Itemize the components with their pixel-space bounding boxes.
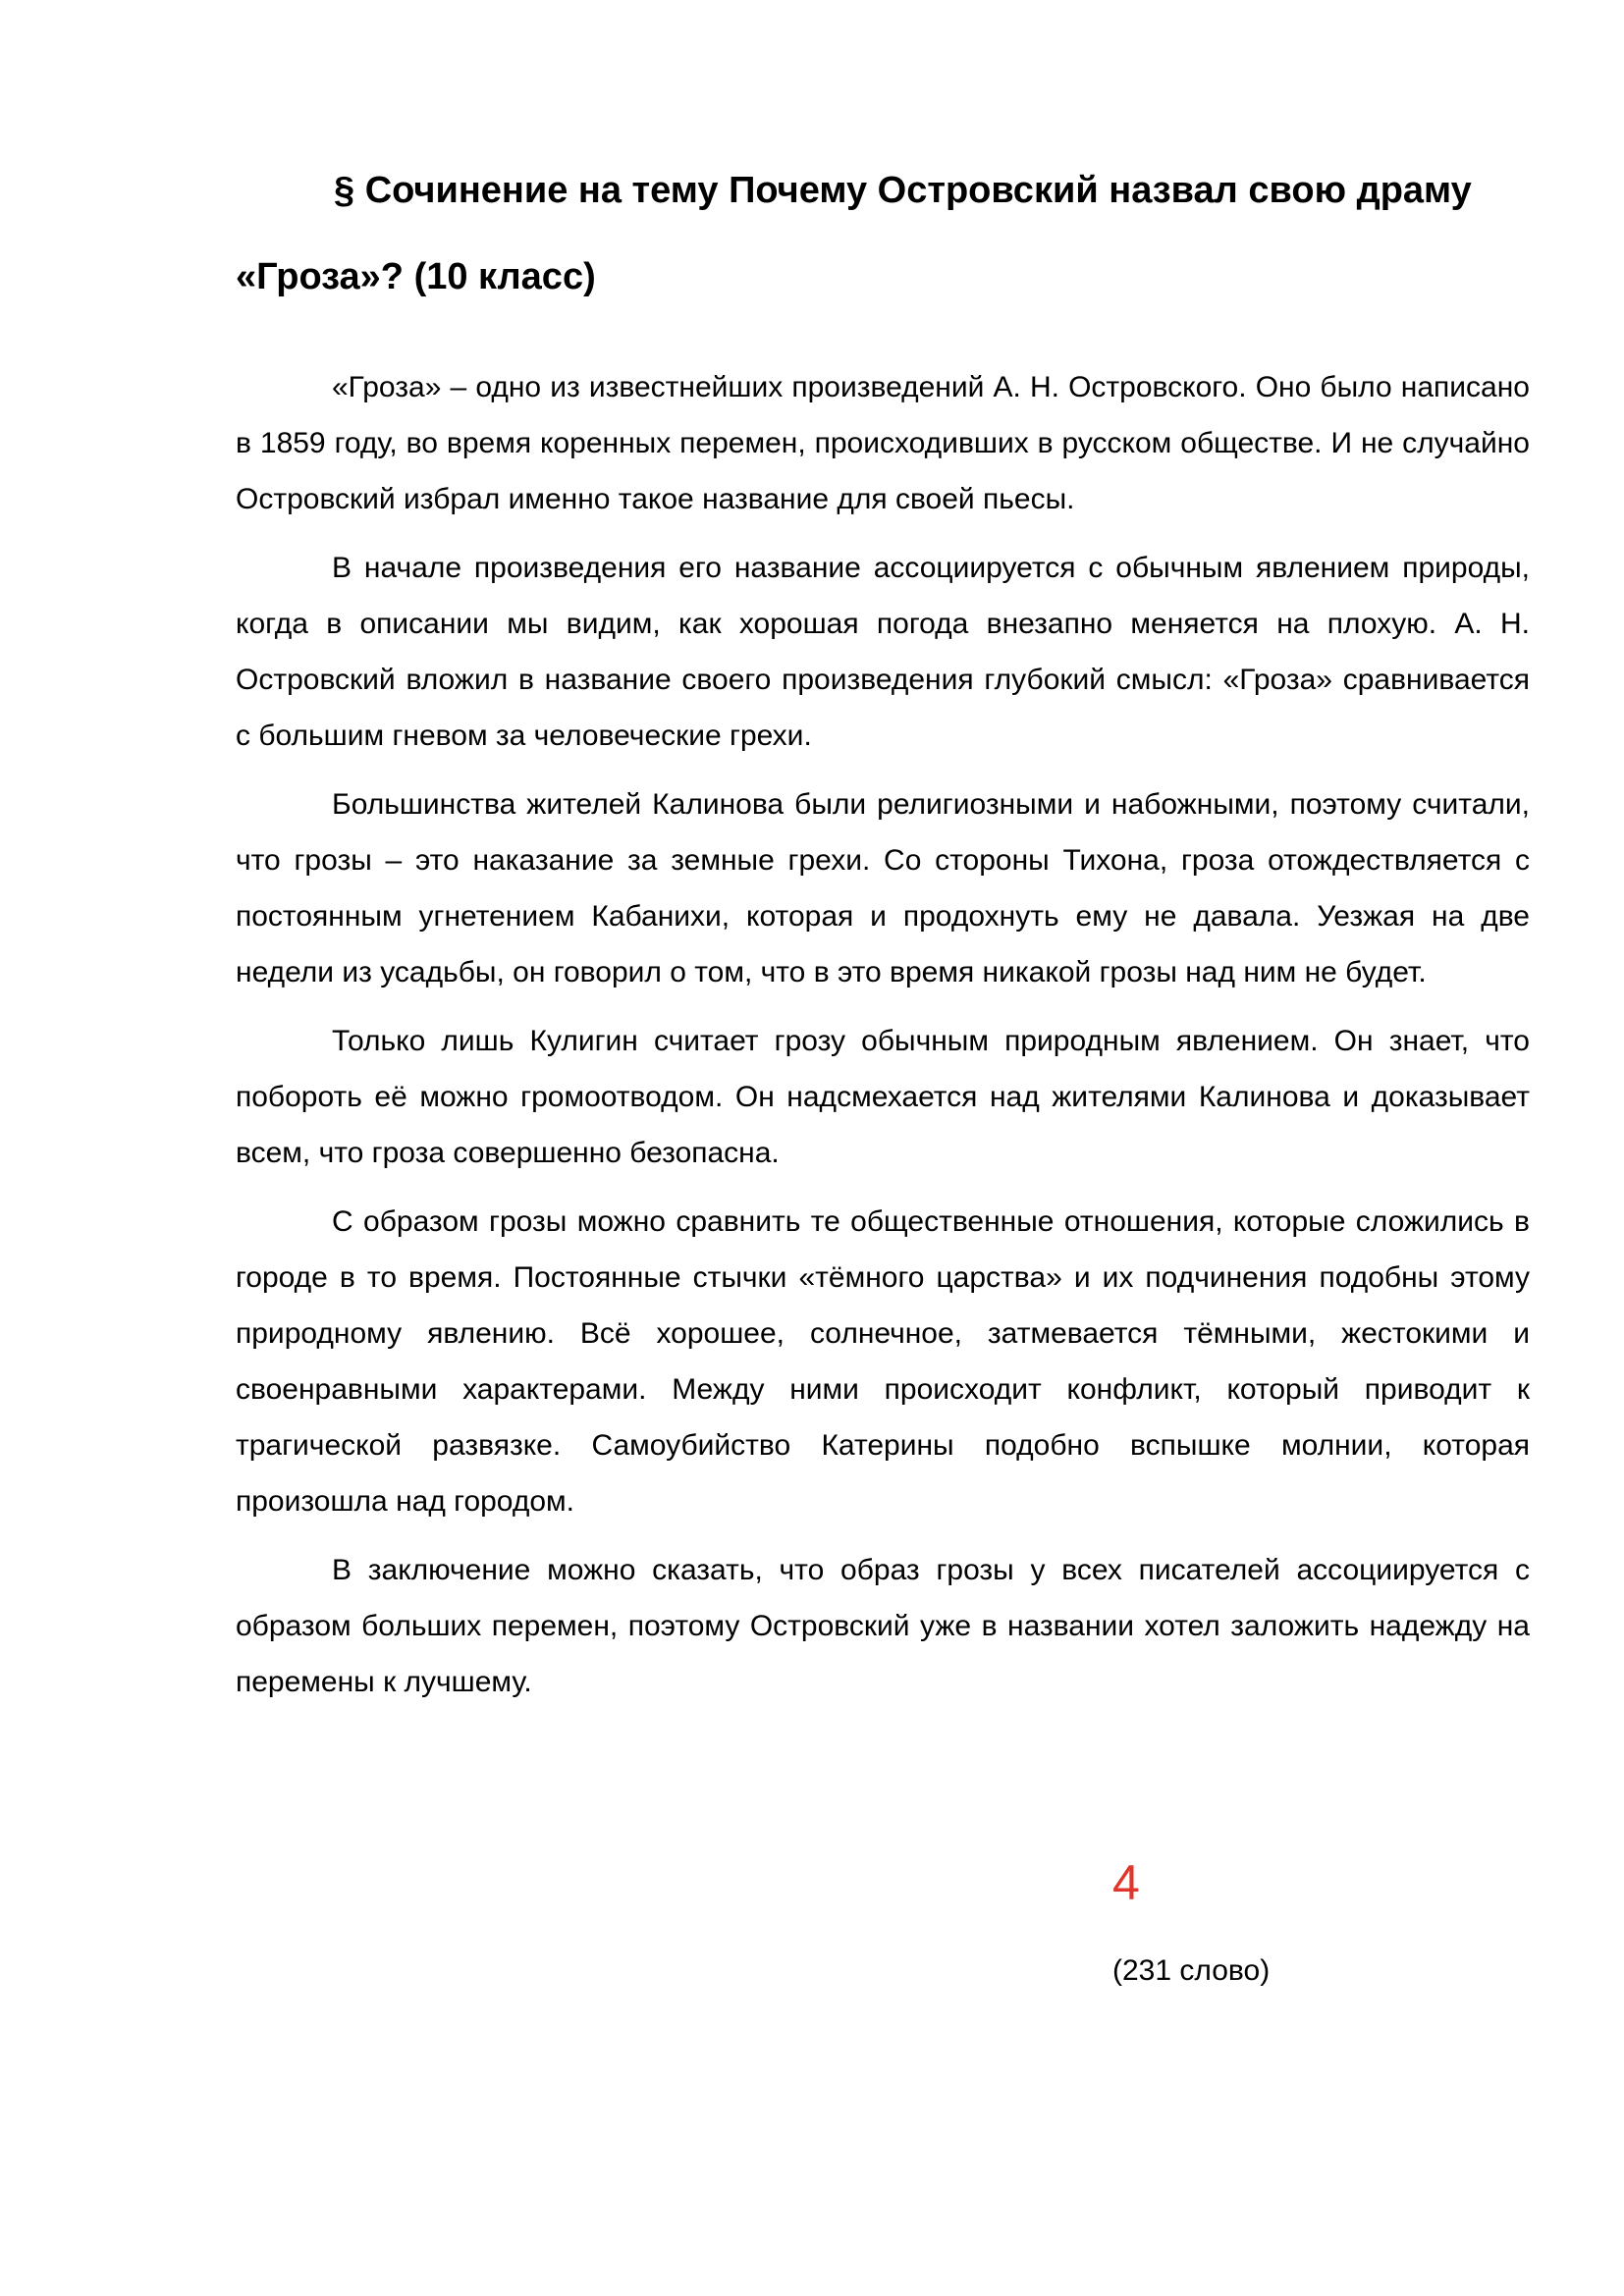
essay-body [236, 359, 1530, 1710]
grade-mark: 4 [1112, 1855, 1140, 1910]
paragraph-6: В заключение можно сказать, что образ грозы у всех писателей ассоциируется с образом больших перемен, поэтому Островский уже в названии хотел заложить надежду на перемены к лучшему. [236, 1554, 1530, 1698]
paragraph-5: С образом грозы можно сравнить те общественные отношения, которые сложились в городе в то время. Постоянные стычки «тёмного царства» и их подчинения подобны этому природному явлению. Всё хорошее, солнечное, затмевается тёмными, жестокими и своенравными характерами. Между ними происходит конфликт, который приводит к трагической развязке. Самоубийство Катерины подобно вспышке молнии, которая произошла над городом. [236, 1205, 1530, 1518]
paragraph-2: В начале произведения его название ассоциируется с обычным явлением природы, когда в описании мы видим, как хорошая погода внезапно меняется на плохую. А. Н. Островский вложил в название своего произведения глубокий смысл: «Гроза» сравнивается с большим гневом за человеческие грехи. [236, 552, 1530, 752]
paragraph-3: Большинства жителей Калинова были религиозными и набожными, поэтому считали, что грозы – это наказание за земные грехи. Со стороны Тихона, гроза отождествляется с постоянным угнетением Кабанихи, которая и продохнуть ему не давала. Уезжая на две недели из усадьбы, он говорил о том, что в это время никакой грозы над ним не будет. [236, 788, 1530, 988]
paragraph-4: Только лишь Кулигин считает грозу обычным природным явлением. Он знает, что побороть её можно громоотводом. Он надсмехается над жителями Калинова и доказывает всем, что гроза совершенно безопасна. [236, 1025, 1530, 1169]
word-count: (231 слово) [1112, 1954, 1271, 1987]
paragraph-1: «Гроза» – одно из известнейших произведений А. Н. Островского. Оно было написано в 1859 году, во время коренных перемен, происходивших в русском обществе. И не случайно Островский избрал именно такое название для своей пьесы. [236, 371, 1530, 515]
essay-title: § Сочинение на тему Почему Островский назвал свою драму «Гроза»? (10 класс) [236, 170, 1472, 297]
